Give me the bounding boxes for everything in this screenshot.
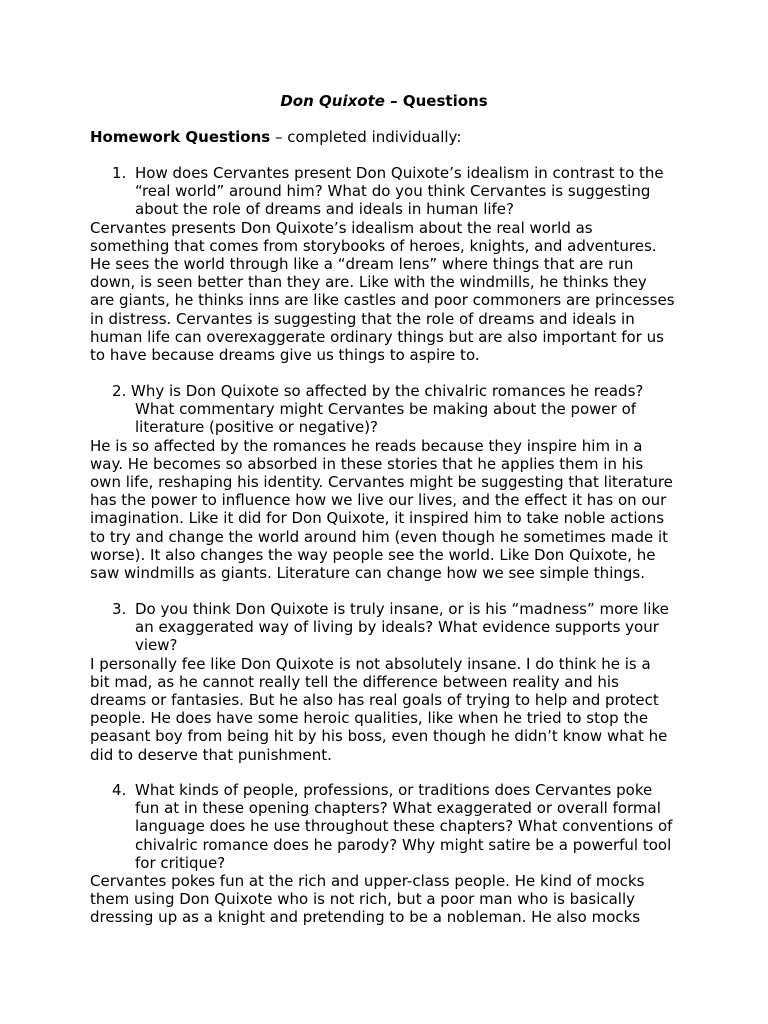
answer-line: He is so affected by the romances he reads because they inspire him in a	[90, 436, 643, 455]
question-3	[90, 600, 690, 655]
answer-line: are giants, he thinks inns are like castles and poor commoners are princesses	[90, 291, 675, 310]
answer-4	[90, 872, 690, 927]
title-rest: – Questions	[384, 92, 488, 110]
answer-line: down, is seen better than they are. Like with the windmills, he thinks they	[90, 273, 647, 292]
question-line: “real world” around him? What do you think Cervantes is suggesting	[135, 182, 651, 201]
question-text	[135, 781, 690, 872]
question-line: an exaggerated way of living by ideals? What evidence supports your	[135, 618, 659, 637]
question-line: Why is Don Quixote so affected by the chivalric romances he reads?	[131, 382, 644, 400]
answer-line: own life, reshaping his identity. Cervantes might be suggesting that literature	[90, 473, 673, 491]
answer-line: human life can overexaggerate ordinary things but are also important for us	[90, 327, 664, 346]
answer-line: did to deserve that punishment.	[90, 745, 332, 764]
question-line: language does he use throughout these chapters? What conventions of	[135, 817, 673, 836]
answer-line: I personally fee like Don Quixote is not absolutely insane. I do think he is a	[90, 654, 651, 673]
answer-line: saw windmills as giants. Literature can change how we see simple things.	[90, 564, 645, 583]
question-number: 1.	[112, 164, 127, 182]
answer-line: Cervantes pokes fun at the rich and upper-class people. He kind of mocks	[90, 872, 645, 890]
question-line: view?	[135, 636, 178, 655]
question-number: 3.	[112, 600, 127, 618]
homework-heading-rest: – completed individually:	[270, 128, 462, 146]
homework-heading-bold: Homework Questions	[90, 128, 271, 146]
answer-line: to have because dreams give us things to aspire to.	[90, 346, 480, 365]
question-line: chivalric romance does he parody? Why might satire be a powerful tool	[135, 835, 672, 854]
question-1	[90, 164, 690, 219]
answer-line: peasant boy from being hit by his boss, even though he didn’t know what he	[90, 727, 668, 746]
question-text	[135, 600, 690, 655]
answer-line: worse). It also changes the way people see the world. Like Don Quixote, he	[90, 545, 656, 564]
answer-line: He sees the world through like a “dream lens” where things that are run	[90, 255, 634, 273]
answer-2	[90, 437, 690, 583]
answer-line: something that comes from storybooks of heroes, knights, and adventures.	[90, 236, 657, 255]
question-line: for critique?	[135, 853, 226, 872]
answer-line: imagination. Like it did for Don Quixote, it inspired him to take noble actions	[90, 509, 665, 528]
question-line: What commentary might Cervantes be making about the power of	[135, 400, 637, 419]
answer-line: way. He becomes so absorbed in these stories that he applies them in his	[90, 454, 644, 473]
answer-line: to try and change the world around him (even though he sometimes made it	[90, 527, 669, 546]
question-line: about the role of dreams and ideals in human life?	[135, 200, 514, 219]
question-line: literature (positive or negative)?	[135, 418, 379, 437]
question-line: fun at in these opening chapters? What exaggerated or overall formal	[135, 799, 661, 818]
answer-3	[90, 655, 690, 764]
answer-line: people. He does have some heroic qualities, like when he tried to stop the	[90, 709, 649, 728]
answer-line: Cervantes presents Don Quixote’s idealism about the real world as	[90, 218, 593, 237]
question-line: What kinds of people, professions, or traditions does Cervantes poke	[135, 781, 653, 799]
answer-1	[90, 219, 690, 365]
question-number: 2.	[112, 382, 127, 400]
question-line: How does Cervantes present Don Quixote’s idealism in contrast to the	[135, 164, 664, 182]
question-line: Do you think Don Quixote is truly insane, or is his “madness” more like	[135, 600, 669, 618]
answer-line: them using Don Quixote who is not rich, but a poor man who is basically	[90, 890, 636, 909]
answer-line: bit mad, as he cannot really tell the difference between reality and his	[90, 672, 619, 691]
question-number: 4.	[112, 781, 127, 799]
question-4	[90, 781, 690, 872]
question-text	[131, 382, 690, 437]
question-2	[90, 382, 690, 437]
answer-line: has the power to influence how we live our lives, and the effect it has on our	[90, 491, 667, 510]
answer-line: in distress. Cervantes is suggesting that the role of dreams and ideals in	[90, 309, 635, 328]
title-italic: Don Quixote	[280, 92, 385, 110]
answer-line: dressing up as a knight and pretending to be a nobleman. He also mocks	[90, 908, 641, 927]
answer-line: dreams or fantasies. But he also has real goals of trying to help and protect	[90, 691, 659, 709]
page-title	[0, 90, 768, 112]
homework-heading	[90, 127, 461, 147]
question-text	[135, 164, 690, 219]
